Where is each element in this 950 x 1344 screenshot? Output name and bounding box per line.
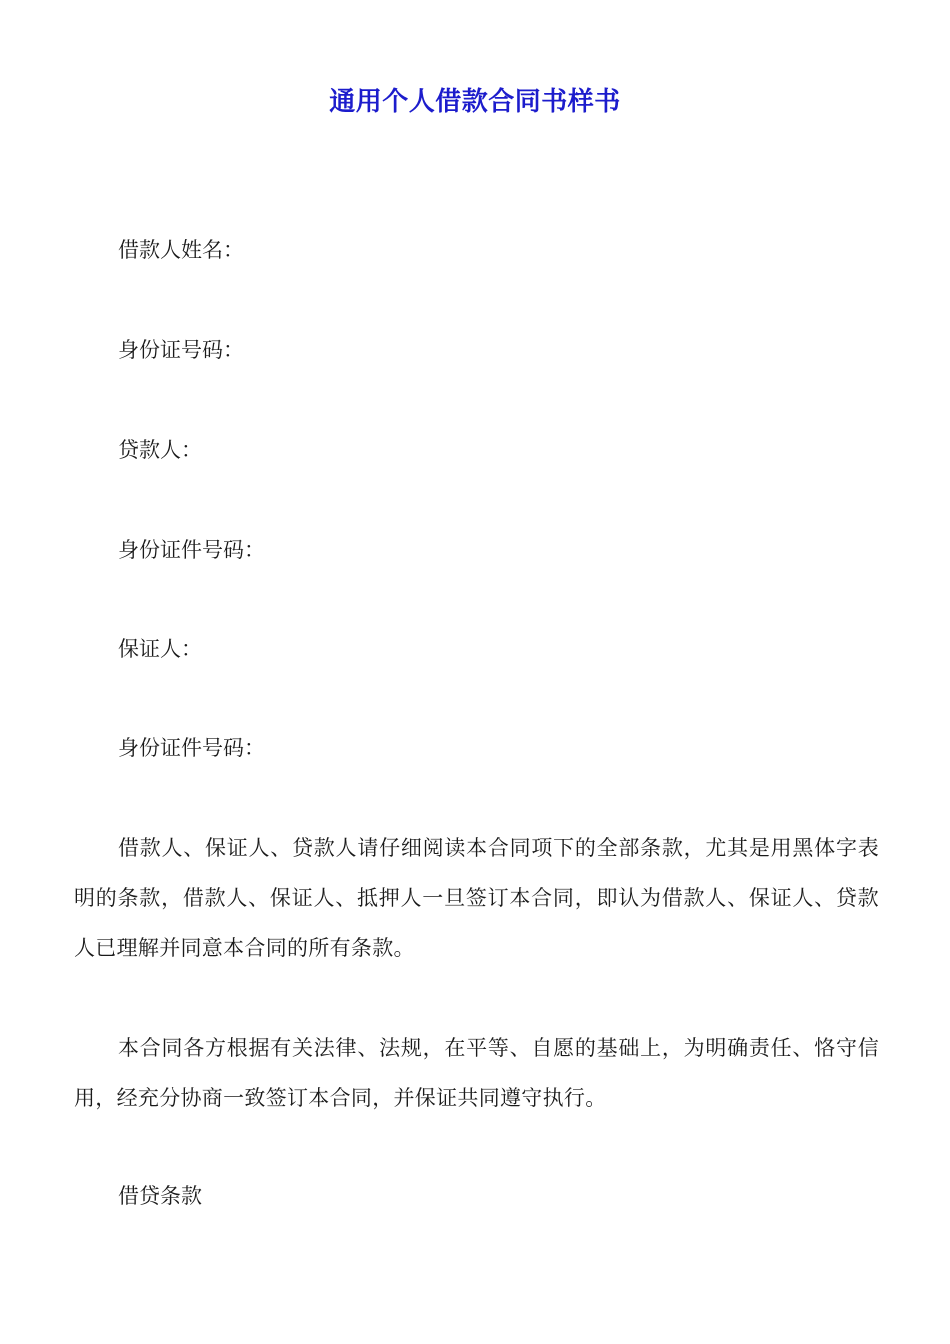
borrower-id-label: 身份证号码： — [118, 338, 244, 362]
reading-notice-paragraph: 借款人、保证人、贷款人请仔细阅读本合同项下的全部条款，尤其是用黑体字表明的条款，借款人、保证人、抵押人一旦签订本合同，即认为借款人、保证人、贷款人已理解并同意本合同的所有条款。 — [74, 836, 879, 960]
borrower-name-label: 借款人姓名： — [118, 238, 244, 262]
guarantor-id-label: 身份证件号码： — [118, 736, 265, 760]
lender-id-label: 身份证件号码： — [118, 538, 265, 562]
section-heading: 借贷条款 — [118, 1184, 202, 1208]
agreement-basis-paragraph: 本合同各方根据有关法律、法规，在平等、自愿的基础上，为明确责任、恪守信用，经充分协商一致签订本合同，并保证共同遵守执行。 — [74, 1036, 879, 1110]
guarantor-label: 保证人： — [118, 637, 202, 661]
document-title: 通用个人借款合同书样书 — [329, 87, 621, 117]
lender-label: 贷款人： — [118, 438, 202, 462]
